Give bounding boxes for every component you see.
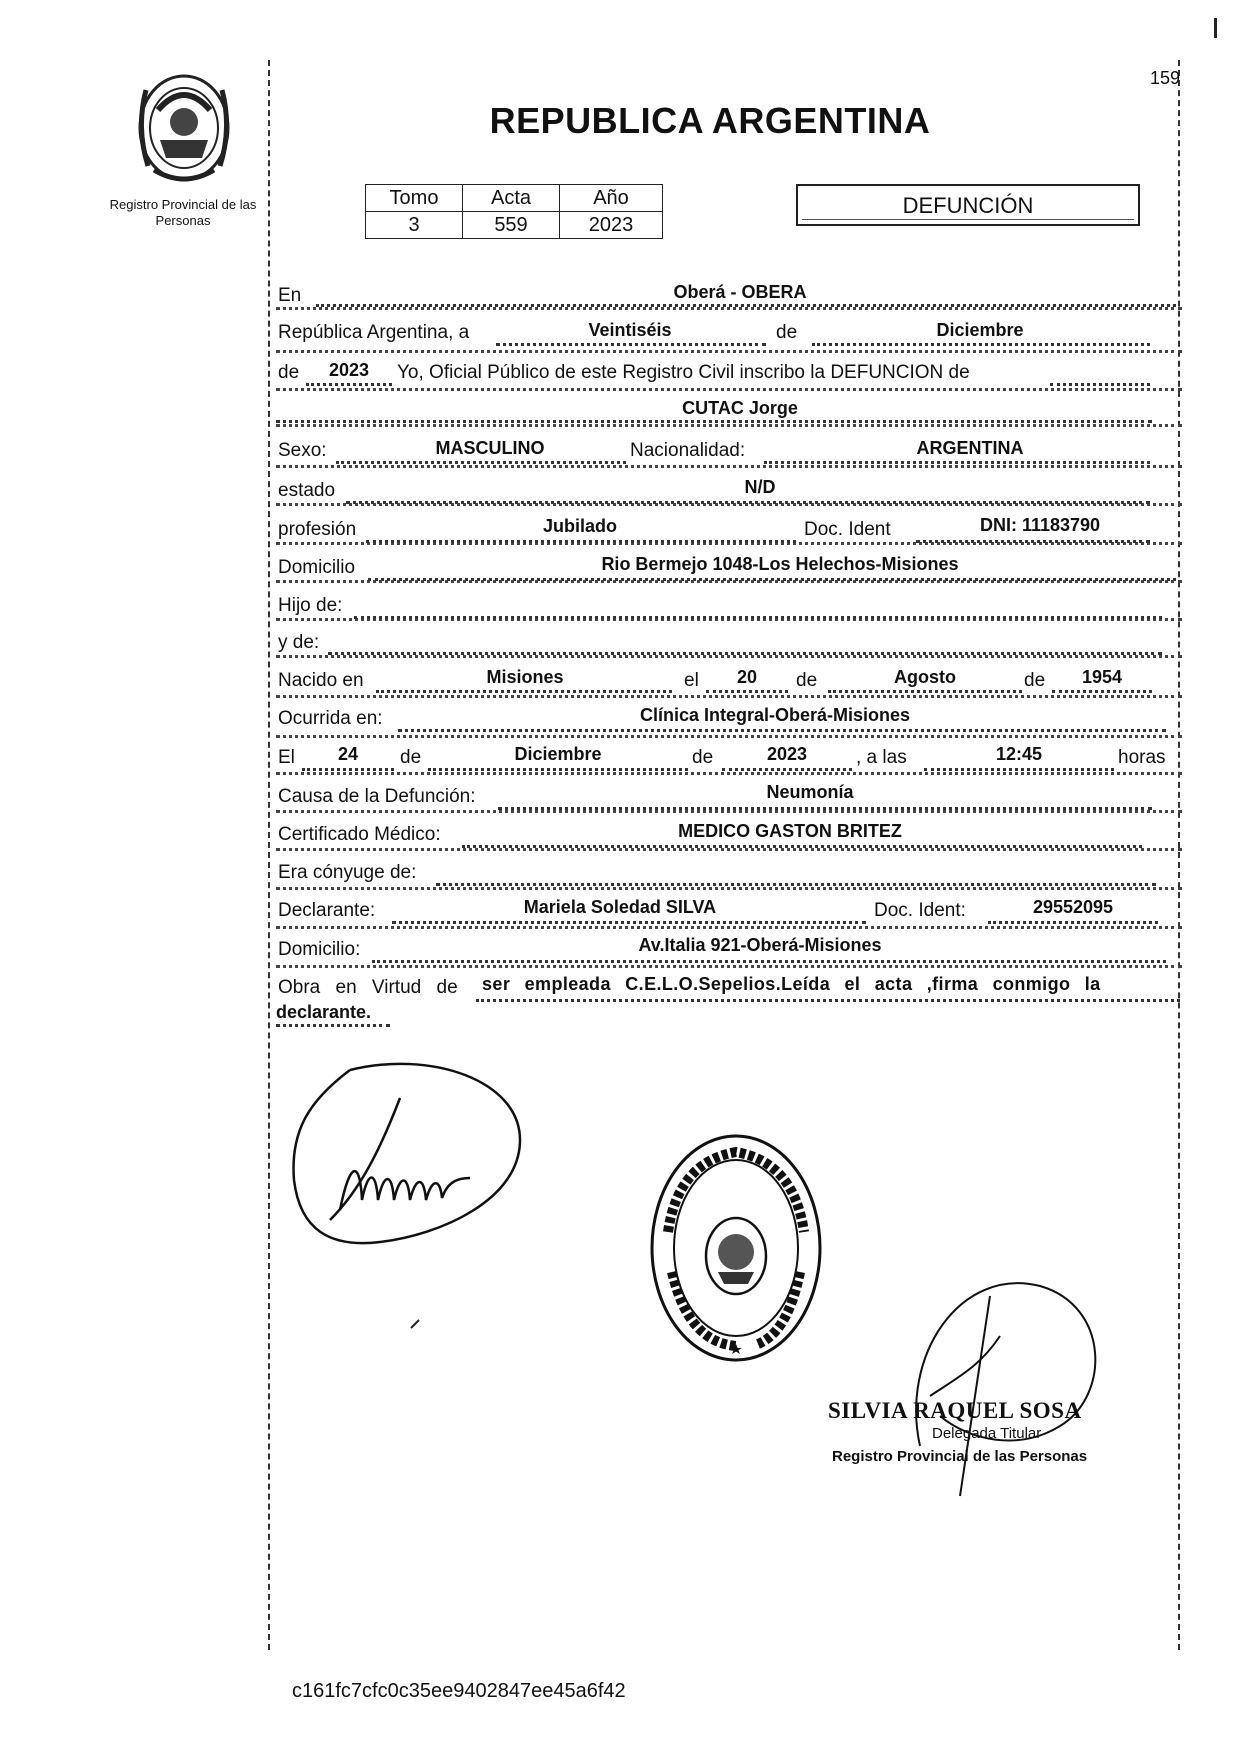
declarante-value: Mariela Soledad SILVA bbox=[523, 897, 717, 917]
obra-value-line2: declarante. bbox=[276, 1002, 372, 1022]
inscribo-label: Yo, Oficial Público de este Registro Civil inscribo la DEFUNCION de bbox=[397, 362, 970, 383]
signatory-name: SILVIA RAQUEL SOSA bbox=[828, 1398, 1082, 1423]
nac-de-label: de bbox=[796, 670, 818, 691]
dia-value: Veintiséis bbox=[588, 320, 672, 340]
declarante-doc-value: 29552095 bbox=[1032, 897, 1114, 917]
right-margin-line bbox=[1178, 60, 1180, 1650]
en-value: Oberá - OBERA bbox=[673, 282, 807, 302]
acta-value: 559 bbox=[463, 212, 560, 239]
conyuge-label: Era cónyuge de: bbox=[278, 862, 417, 883]
el2-label: El bbox=[278, 747, 295, 768]
de-label: de bbox=[776, 322, 798, 343]
doc-ident-label: Doc. Ident bbox=[804, 519, 891, 540]
document-title: REPUBLICA ARGENTINA bbox=[489, 100, 931, 141]
yde-label: y de: bbox=[278, 632, 320, 653]
declarante-domicilio-value: Av.Italia 921-Oberá-Misiones bbox=[638, 935, 882, 955]
nacido-label: Nacido en bbox=[278, 670, 364, 691]
certificado-value: MEDICO GASTON BRITEZ bbox=[678, 821, 902, 841]
registry-label: Registro Provincial de las Personas bbox=[109, 197, 257, 228]
de2-label: de bbox=[278, 362, 300, 383]
nacionalidad-value: ARGENTINA bbox=[916, 438, 1024, 458]
nac-anio: 1954 bbox=[1081, 667, 1123, 687]
nac-de2-label: de bbox=[1024, 670, 1046, 691]
estado-value: N/D bbox=[744, 477, 776, 497]
el-label: el bbox=[684, 670, 699, 691]
def-hora: 12:45 bbox=[995, 744, 1043, 764]
ink-mark bbox=[410, 1316, 420, 1326]
sexo-label: Sexo: bbox=[278, 440, 327, 461]
def-de2-label: de bbox=[692, 747, 714, 768]
nac-dia: 20 bbox=[736, 667, 758, 687]
anio-header: Año bbox=[560, 185, 663, 212]
declarante-label: Declarante: bbox=[278, 900, 376, 921]
def-dia: 24 bbox=[337, 744, 359, 764]
deceased-name: CUTAC Jorge bbox=[682, 398, 798, 418]
signatory-role: Delegada Titular bbox=[932, 1425, 1042, 1442]
estado-label: estado bbox=[278, 480, 336, 501]
def-de-label: de bbox=[400, 747, 422, 768]
en-label: En bbox=[278, 285, 302, 306]
document-hash: c161fc7cfc0c35ee9402847ee45a6f42 bbox=[292, 1680, 626, 1702]
obra-value-line1: ser empleada C.E.L.O.Sepelios.Leída el acta ,firma conmigo la bbox=[482, 974, 1101, 994]
declarante-domicilio-label: Domicilio: bbox=[278, 939, 361, 960]
tomo-value: 3 bbox=[366, 212, 463, 239]
acta-header: Acta bbox=[463, 185, 560, 212]
official-stamp bbox=[648, 1132, 824, 1364]
anio-inscripcion: 2023 bbox=[328, 360, 370, 380]
hijo-label: Hijo de: bbox=[278, 595, 343, 616]
obra-label: Obra en Virtud de bbox=[278, 977, 458, 998]
acta-table bbox=[365, 184, 663, 239]
official-signature bbox=[900, 1276, 1120, 1516]
profesion-value: Jubilado bbox=[542, 516, 617, 536]
causa-label: Causa de la Defunción: bbox=[278, 786, 476, 807]
nacionalidad-label: Nacionalidad: bbox=[630, 440, 746, 461]
signatory-org: Registro Provincial de las Personas bbox=[832, 1448, 1088, 1465]
domicilio-value: Rio Bermejo 1048-Los Helechos-Misiones bbox=[601, 554, 959, 574]
domicilio-label: Domicilio bbox=[278, 557, 356, 578]
def-anio: 2023 bbox=[766, 744, 808, 764]
horas-label: horas bbox=[1118, 747, 1166, 768]
page-number: 159 bbox=[1150, 68, 1181, 88]
declarante-doc-label: Doc. Ident: bbox=[874, 900, 966, 921]
ocurrida-value: Clínica Integral-Oberá-Misiones bbox=[639, 705, 911, 725]
doc-ident-value: DNI: 11183790 bbox=[979, 515, 1101, 535]
nacido-value: Misiones bbox=[486, 667, 564, 687]
def-mes: Diciembre bbox=[514, 744, 602, 764]
certificado-label: Certificado Médico: bbox=[278, 824, 441, 845]
tomo-header: Tomo bbox=[366, 185, 463, 212]
scan-mark bbox=[1214, 18, 1217, 38]
anio-value: 2023 bbox=[560, 212, 663, 239]
nac-mes: Agosto bbox=[894, 667, 956, 687]
sexo-value: MASCULINO bbox=[435, 438, 545, 458]
record-type-box bbox=[796, 184, 1140, 226]
ocurrida-label: Ocurrida en: bbox=[278, 708, 383, 729]
causa-value: Neumonía bbox=[766, 782, 854, 802]
province-emblem bbox=[128, 70, 240, 188]
profesion-label: profesión bbox=[278, 519, 357, 540]
declarante-signature bbox=[290, 1060, 530, 1250]
record-type: DEFUNCIÓN bbox=[902, 193, 1034, 218]
alas-label: , a las bbox=[856, 747, 907, 768]
republica-label: República Argentina, a bbox=[278, 322, 470, 343]
mes-value: Diciembre bbox=[936, 320, 1024, 340]
left-margin-line bbox=[268, 60, 270, 1650]
